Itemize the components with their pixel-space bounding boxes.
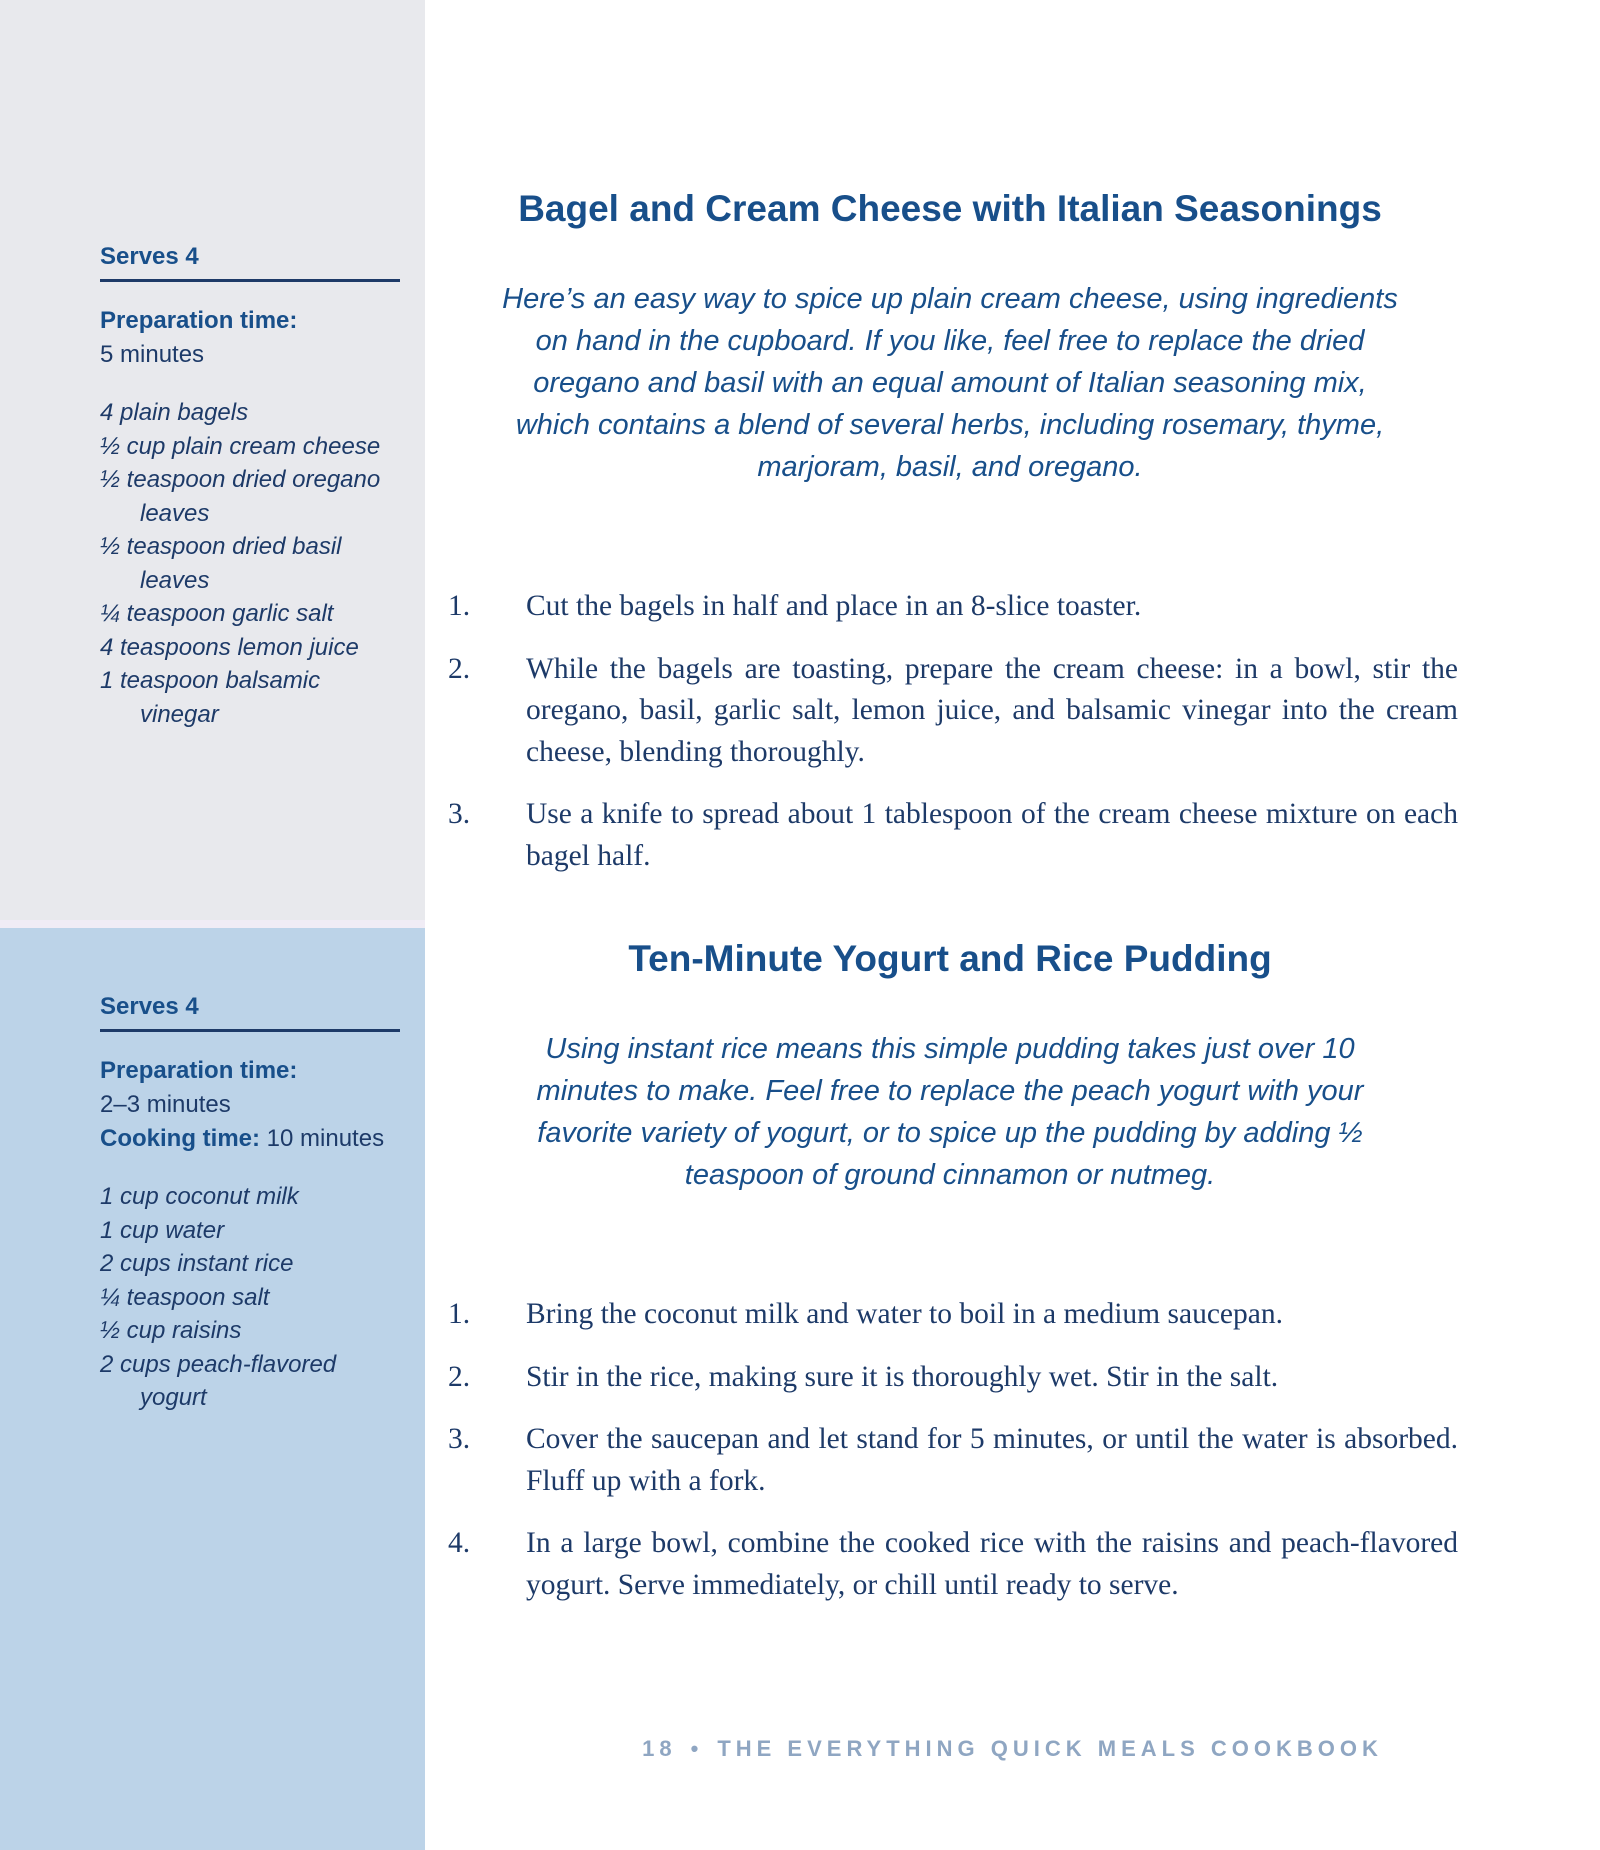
step-text: Bring the coconut milk and water to boil in a medium saucepan. [526,1298,1283,1330]
ingredient-item: 4 plain bagels [100,399,249,426]
page-number: 18 [642,1736,677,1761]
step-item [448,794,1458,877]
serves-label: Serves 4 [100,243,400,282]
ingredient-item: ½ teaspoon dried basil leaves [100,533,342,594]
ingredient-item: ½ cup raisins [100,1317,242,1344]
ingredient-item: ¼ teaspoon garlic salt [100,600,334,627]
recipe-2-intro: Using instant rice means this simple pudding takes just over 10 minutes to make. Feel free to replace the peach yogurt with your favorite variety of yogurt, or to spice up the pudding by adding ½ teaspoon of ground cinnamon or nutmeg. [536,1033,1364,1191]
serves-label: Serves 4 [100,993,400,1032]
step-item [448,1523,1458,1606]
ingredient-item: 4 teaspoons lemon juice [100,633,359,661]
step-text: Use a knife to spread about 1 tablespoon of the cream cheese mixture on each bagel half. [526,798,1458,872]
prep-time-label: Preparation time: [100,307,298,334]
step-text: In a large bowl, combine the cooked rice with the raisins and peach-flavored yogurt. Serve immediately, or chill until ready to serve. [526,1527,1458,1601]
step-text: Stir in the rice, making sure it is thoroughly wet. Stir in the salt. [526,1360,1279,1393]
recipe-1-intro: Here’s an easy way to spice up plain cream cheese, using ingredients on hand in the cupboard. If you like, feel free to replace the dried oregano and basil with an equal amount of Italian seasoning mix, which contains a blend of several herbs, including rosemary, thyme, marjoram, basil, and oregano. [502,283,1398,483]
ingredient-item: 1 teaspoon balsamic vinegar [100,667,321,728]
step-number: 1. [448,1298,471,1330]
ingredient-list [100,1180,400,1415]
step-number: 1. [448,590,471,622]
prep-time-label: Preparation time: [100,1057,298,1084]
recipe-1-steps [448,586,1458,898]
prep-time-value: 2–3 minutes [100,1091,231,1118]
step-number: 2. [448,1360,471,1393]
step-number: 2. [448,652,471,685]
step-number: 3. [448,1423,471,1455]
ingredient-item: 2 cups instant rice [100,1250,294,1277]
recipe-2-title: Ten-Minute Yogurt and Rice Pudding [628,938,1272,979]
ingredient-item: ½ cup plain cream cheese [100,432,381,460]
step-item [448,1294,1458,1336]
prep-time-value: 5 minutes [100,341,205,368]
ingredient-item: ¼ teaspoon salt [100,1283,270,1311]
step-text: Cover the saucepan and let stand for 5 minutes, or until the water is absorbed. Fluff up with a fork. [526,1423,1458,1497]
step-item [448,649,1458,774]
step-text: Cut the bagels in half and place in an 8-slice toaster. [526,590,1142,622]
book-title: THE EVERYTHING QUICK MEALS COOKBOOK [717,1736,1383,1761]
step-number: 3. [448,798,471,830]
ingredient-item: ½ teaspoon dried oregano leaves [100,466,381,527]
cook-time-value: 10 minutes [266,1125,385,1152]
step-item [448,586,1458,628]
footer-separator: • [690,1736,704,1761]
recipe-2-steps [448,1294,1458,1627]
recipe-2-info-box [100,993,400,1415]
sidebar-divider [0,920,425,928]
recipe-1-info-box [100,243,400,731]
ingredient-item: 2 cups peach-flavored yogurt [100,1350,337,1411]
ingredient-item: 1 cup water [100,1216,225,1244]
page-footer [425,1736,1600,1762]
recipe-1-title: Bagel and Cream Cheese with Italian Seasonings [518,188,1382,229]
cook-time-line [100,1122,400,1156]
cook-time-label: Cooking time: [100,1125,260,1152]
ingredient-list [100,396,400,731]
step-text: While the bagels are toasting, prepare the cream cheese: in a bowl, stir the oregano, basil, garlic salt, lemon juice, and balsamic vinegar into the cream cheese, blending thoroughly. [526,652,1458,768]
ingredient-item: 1 cup coconut milk [100,1183,299,1210]
step-number: 4. [448,1527,471,1559]
step-item [448,1357,1458,1399]
step-item [448,1419,1458,1502]
